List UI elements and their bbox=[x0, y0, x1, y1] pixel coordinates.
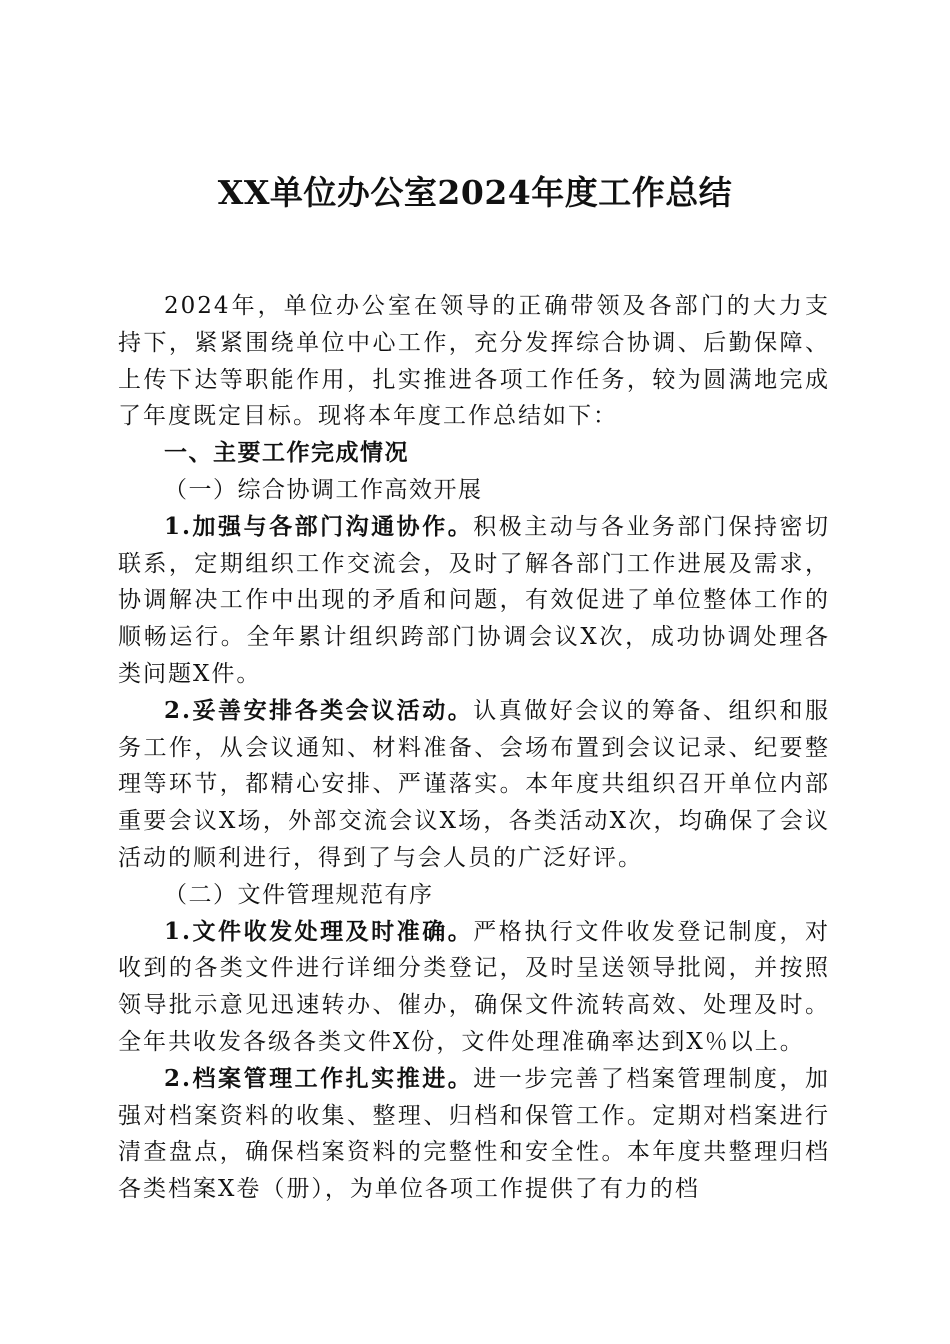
document-title: XX单位办公室2024年度工作总结 bbox=[217, 173, 733, 212]
paragraph-document-handling bbox=[118, 914, 830, 1061]
paragraph-lead: 2.档案管理工作扎实推进。 bbox=[164, 1064, 474, 1092]
section-heading-main-work: 一、主要工作完成情况 bbox=[164, 440, 409, 467]
paragraph-communication bbox=[118, 509, 830, 693]
paragraph-text: 严格执行文件收发登记制度，对收到的各类文件进行详细分类登记，及时呈送领导批阅，并按照领导批示意见迅速转办、催办，确保文件流转高效、处理及时。全年共收发各级各类文件X份，文件处理准确率达到X％以上。 bbox=[118, 918, 831, 1055]
paragraph-lead: 1.加强与各部门沟通协作。 bbox=[164, 512, 474, 540]
paragraph-meetings bbox=[118, 693, 830, 877]
paragraph-text: 进一步完善了档案管理制度，加强对档案资料的收集、整理、归档和保管工作。定期对档案进行清查盘点，确保档案资料的完整性和安全性。本年度共整理归档各类档案X卷（册），为单位各项工作提供了有力的档 bbox=[118, 1065, 831, 1203]
document-body bbox=[118, 288, 830, 1208]
paragraph-lead: 2.妥善安排各类会议活动。 bbox=[164, 696, 474, 724]
intro-paragraph: 2024年，单位办公室在领导的正确带领及各部门的大力支持下，紧紧围绕单位中心工作，充分发挥综合协调、后勤保障、上传下达等职能作用，扎实推进各项工作任务，较为圆满地完成了年度既定目标。现将本年度工作总结如下： bbox=[118, 293, 830, 430]
paragraph-lead: 1.文件收发处理及时准确。 bbox=[164, 917, 474, 945]
subsection-heading-coordination: （一）综合协调工作高效开展 bbox=[164, 476, 483, 503]
paragraph-text: 积极主动与各业务部门保持密切联系，定期组织工作交流会，及时了解各部门工作进展及需求，协调解决工作中出现的矛盾和问题，有效促进了单位整体工作的顺畅运行。全年累计组织跨部门协调会议X次，成功协调处理各类问题X件。 bbox=[118, 513, 831, 687]
subsection-heading-documents: （二）文件管理规范有序 bbox=[164, 881, 434, 908]
paragraph-archives bbox=[118, 1061, 830, 1208]
paragraph-text: 认真做好会议的筹备、组织和服务工作，从会议通知、材料准备、会场布置到会议记录、纪要整理等环节，都精心安排、严谨落实。本年度共组织召开单位内部重要会议X场，外部交流会议X场，各类活动X次，均确保了会议活动的顺利进行，得到了与会人员的广泛好评。 bbox=[118, 697, 831, 871]
